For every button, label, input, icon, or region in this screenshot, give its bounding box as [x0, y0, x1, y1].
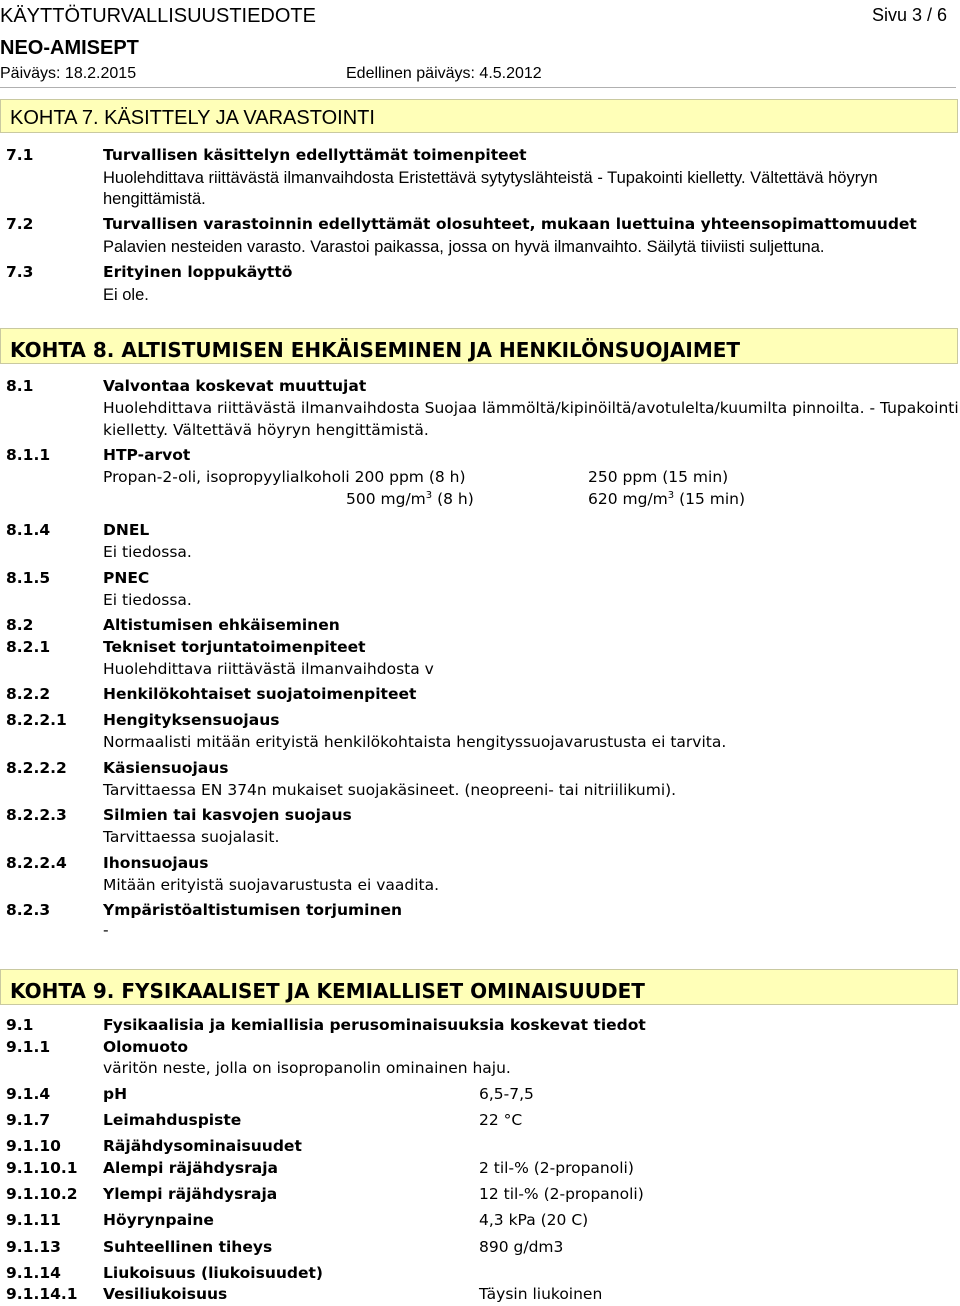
property-number: 9.1.10.2 [6, 1185, 78, 1203]
htp-15min-mg: 620 $mg/m^3$ (15 min) [588, 490, 746, 508]
item-number: 8.2.2.1 [6, 711, 67, 729]
property-name: pH [103, 1085, 128, 1103]
subsection-heading: Fysikaalisia ja kemiallisia perusominaisuuksia koskevat tiedot [103, 1016, 646, 1034]
item-number: 8.2 [6, 616, 34, 634]
subsection-heading: Käsiensuojaus [103, 759, 229, 777]
subsection-heading: Henkilökohtaiset suojatoimenpiteet [103, 685, 417, 703]
property-name: Vesiliukoisuus [103, 1285, 228, 1303]
section-9-header [0, 969, 958, 1005]
section-7-title: KOHTA 7. KÄSITTELY JA VARASTOINTI [10, 107, 375, 129]
product-name: NEO-AMISEPT [0, 37, 139, 59]
subsection-text: - [103, 921, 109, 939]
subsection-text: Huolehdittava riittävästä ilmanvaihdosta v [103, 660, 434, 678]
property-name: Suhteellinen tiheys [103, 1238, 273, 1256]
item-number: 8.2.2 [6, 685, 51, 703]
subsection-text: Ei tiedossa. [103, 591, 192, 609]
htp-substance: Propan-2-oli, isopropyylialkoholi 200 ppm (8 h) [103, 468, 466, 486]
property-name: Leimahduspiste [103, 1111, 242, 1129]
section-8-header [0, 328, 958, 364]
section-7-header [0, 99, 958, 133]
subsection-heading: Erityinen loppukäyttö [103, 263, 293, 281]
subsection-text: Tarvittaessa EN 374n mukaiset suojakäsineet. (neopreeni- tai nitriilikumi). [103, 781, 677, 799]
property-name: Räjähdysominaisuudet [103, 1137, 302, 1155]
subsection-heading: DNEL [103, 521, 150, 539]
property-number: 9.1.14.1 [6, 1285, 78, 1303]
subsection-text: Ei ole. [103, 286, 149, 304]
subsection-heading: Silmien tai kasvojen suojaus [103, 806, 352, 824]
subsection-heading: Altistumisen ehkäiseminen [103, 616, 340, 634]
subsection-text: kielletty. Vältettävä höyryn hengittämistä. [103, 421, 429, 439]
item-number: 9.1 [6, 1016, 34, 1034]
page-number: Sivu 3 / 6 [872, 5, 948, 25]
subsection-heading: Turvallisen varastoinnin edellyttämät olosuhteet, mukaan luettuina yhteensopimattomuudet [103, 215, 917, 233]
document-title: KÄYTTÖTURVALLISUUSTIEDOTE [0, 5, 316, 27]
previous-date: Edellinen päiväys: 4.5.2012 [346, 65, 542, 82]
section-9-title: KOHTA 9. FYSIKAALISET JA KEMIALLISET OMINAISUUDET [10, 979, 645, 1003]
item-number: 8.1.5 [6, 569, 51, 587]
property-name: Höyrynpaine [103, 1211, 214, 1229]
item-number: 8.2.2.2 [6, 759, 67, 777]
property-value: Täysin liukoinen [479, 1285, 603, 1303]
property-name: Alempi räjähdysraja [103, 1159, 278, 1177]
property-value: 2 til-% (2-propanoli) [479, 1159, 634, 1177]
htp-short-term-ppm: 250 ppm (15 min) [588, 468, 729, 486]
subsection-heading: Ympäristöaltistumisen torjuminen [103, 901, 403, 919]
subsection-text: Ei tiedossa. [103, 543, 192, 561]
property-value: 12 til-% (2-propanoli) [479, 1185, 644, 1203]
header-rule [0, 87, 956, 88]
property-value: 890 g/dm3 [479, 1238, 564, 1256]
subsection-heading: PNEC [103, 569, 150, 587]
property-value: 22 °C [479, 1111, 523, 1129]
property-number: 9.1.11 [6, 1211, 61, 1229]
subsection-heading: Olomuoto [103, 1038, 189, 1056]
item-number: 7.1 [6, 146, 34, 164]
property-number: 9.1.4 [6, 1085, 51, 1103]
subsection-text: väritön neste, jolla on isopropanolin ominainen haju. [103, 1059, 511, 1077]
item-number: 7.2 [6, 215, 34, 233]
htp-8h-mg: 500 $mg/m^3$ (8 h) [346, 490, 474, 508]
subsection-heading: Valvontaa koskevat muuttujat [103, 377, 367, 395]
property-value: 6,5-7,5 [479, 1085, 534, 1103]
item-number: 8.2.2.3 [6, 806, 67, 824]
item-number: 8.1 [6, 377, 34, 395]
subsection-heading: Ihonsuojaus [103, 854, 209, 872]
item-number: 7.3 [6, 263, 34, 281]
property-number: 9.1.10 [6, 1137, 61, 1155]
item-number: 8.2.2.4 [6, 854, 67, 872]
item-number: 8.2.3 [6, 901, 51, 919]
property-number: 9.1.7 [6, 1111, 51, 1129]
subsection-text: Palavien nesteiden varasto. Varastoi paikassa, jossa on hyvä ilmanvaihto. Säilytä tiiviisti suljettuna. [103, 238, 825, 256]
subsection-heading: Hengityksensuojaus [103, 711, 280, 729]
item-number: 8.1.1 [6, 446, 51, 464]
issue-date: Päiväys: 18.2.2015 [0, 65, 137, 82]
subsection-text: Huolehdittava riittävästä ilmanvaihdosta Eristettävä sytytyslähteistä - Tupakointi kielletty. Vältettävä höyryn [103, 169, 878, 187]
subsection-heading: Tekniset torjuntatoimenpiteet [103, 638, 366, 656]
property-name: Liukoisuus (liukoisuudet) [103, 1264, 323, 1282]
property-number: 9.1.13 [6, 1238, 61, 1256]
subsection-text: Tarvittaessa suojalasit. [103, 828, 280, 846]
property-number: 9.1.14 [6, 1264, 61, 1282]
property-name: Ylempi räjähdysraja [103, 1185, 278, 1203]
section-8-title: KOHTA 8. ALTISTUMISEN EHKÄISEMINEN JA HENKILÖNSUOJAIMET [10, 338, 741, 362]
subsection-heading: HTP-arvot [103, 446, 191, 464]
subsection-text: hengittämistä. [103, 190, 206, 208]
subsection-text: Mitään erityistä suojavarustusta ei vaadita. [103, 876, 440, 894]
item-number: 8.1.4 [6, 521, 51, 539]
item-number: 8.2.1 [6, 638, 51, 656]
property-number: 9.1.10.1 [6, 1159, 78, 1177]
item-number: 9.1.1 [6, 1038, 51, 1056]
subsection-heading: Turvallisen käsittelyn edellyttämät toimenpiteet [103, 146, 527, 164]
subsection-text: Huolehdittava riittävästä ilmanvaihdosta Suojaa lämmöltä/kipinöiltä/avotulelta/kuumilta pinnoilta. - Tupakointi [103, 399, 959, 417]
property-value: 4,3 kPa (20 C) [479, 1211, 589, 1229]
subsection-text: Normaalisti mitään erityistä henkilökohtaista hengityssuojavarustusta ei tarvita. [103, 733, 727, 751]
